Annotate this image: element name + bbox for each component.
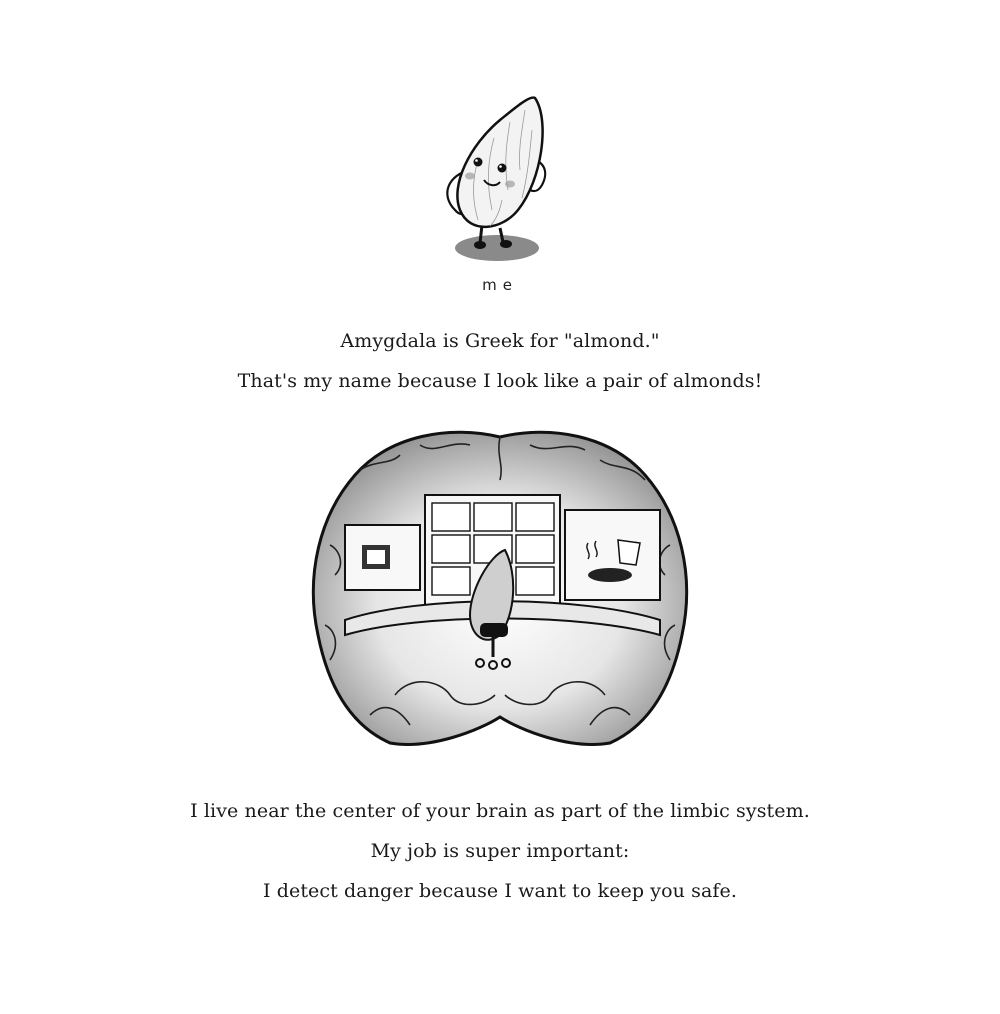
character-caption: me	[482, 276, 518, 294]
almond-character-illustration	[430, 90, 570, 275]
intro-line-1: Amygdala is Greek for "almond."	[340, 330, 660, 352]
body-line-3: I detect danger because I want to keep you safe.	[262, 880, 738, 902]
brain-control-room-illustration	[300, 425, 700, 755]
intro-line-2: That's my name because I look like a pair of almonds!	[237, 370, 763, 392]
right-screen	[565, 510, 660, 600]
shadow	[455, 235, 539, 261]
body-line-2: My job is super important:	[370, 840, 630, 862]
body-line-1: I live near the center of your brain as part of the limbic system.	[190, 800, 810, 822]
